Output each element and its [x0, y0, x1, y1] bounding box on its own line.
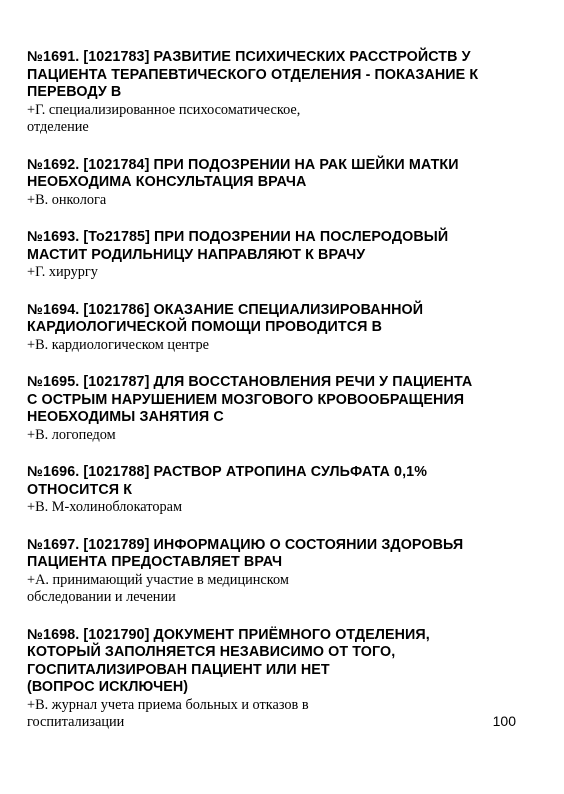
answer-text: +В. журнал учета приема больных и отказов в госпитализации [27, 696, 309, 730]
question-1692 [27, 157, 537, 210]
question-1695 [27, 374, 537, 444]
question-list [27, 49, 537, 752]
answer-text: +Г. специализированное психосоматическое, отделение [27, 101, 301, 135]
question-text: №1694. [1021786] ОКАЗАНИЕ СПЕЦИАЛИЗИРОВАННОЙ КАРДИОЛОГИЧЕСКОЙ ПОМОЩИ ПРОВОДИТСЯ В [27, 301, 424, 335]
question-text: №1698. [1021790] ДОКУМЕНТ ПРИЁМНОГО ОТДЕЛЕНИЯ, КОТОРЫЙ ЗАПОЛНЯЕТСЯ НЕЗАВИСИМО ОТ ТОГО, ГОСПИТАЛИЗИРОВАН ПАЦИЕНТ ИЛИ НЕТ (ВОПРОС ИСКЛЮЧЕН) [27, 626, 430, 695]
answer-text: +В. логопедом [27, 426, 116, 443]
question-1691 [27, 49, 537, 137]
question-text: №1695. [1021787] ДЛЯ ВОССТАНОВЛЕНИЯ РЕЧИ У ПАЦИЕНТА С ОСТРЫМ НАРУШЕНИЕМ МОЗГОВОГО КРОВООБРАЩЕНИЯ НЕОБХОДИМЫ ЗАНЯТИЯ С [27, 374, 473, 425]
question-text: №1697. [1021789] ИНФОРМАЦИЮ О СОСТОЯНИИ ЗДОРОВЬЯ ПАЦИЕНТА ПРЕДОСТАВЛЯЕТ ВРАЧ [27, 536, 464, 570]
answer-text: +А. принимающий участие в медицинском обследовании и лечении [27, 571, 289, 605]
answer-text: +В. онколога [27, 191, 107, 208]
question-1694 [27, 302, 537, 355]
answer-text: +В. кардиологическом центре [27, 336, 209, 353]
answer-text: +Г. хирургу [27, 264, 98, 280]
question-1696 [27, 464, 537, 517]
question-1697 [27, 537, 537, 607]
question-text: №1696. [1021788] РАСТВОР АТРОПИНА СУЛЬФАТА 0,1% ОТНОСИТСЯ К [27, 464, 428, 498]
page-number: 100 [492, 713, 516, 729]
question-text: №1692. [1021784] ПРИ ПОДОЗРЕНИИ НА РАК ШЕЙКИ МАТКИ НЕОБХОДИМА КОНСУЛЬТАЦИЯ ВРАЧА [27, 156, 459, 190]
question-1698 [27, 627, 537, 732]
question-text: №1691. [1021783] РАЗВИТИЕ ПСИХИЧЕСКИХ РАССТРОЙСТВ У ПАЦИЕНТА ТЕРАПЕВТИЧЕСКОГО ОТДЕЛЕНИЯ - ПОКАЗАНИЕ К ПЕРЕВОДУ В [27, 49, 479, 100]
question-text: №1693. [To21785] ПРИ ПОДОЗРЕНИИ НА ПОСЛЕРОДОВЫЙ МАСТИТ РОДИЛЬНИЦУ НАПРАВЛЯЮТ К ВРАЧУ [27, 229, 449, 263]
answer-text: +В. М-холиноблокаторам [27, 499, 183, 515]
question-1693 [27, 229, 537, 282]
